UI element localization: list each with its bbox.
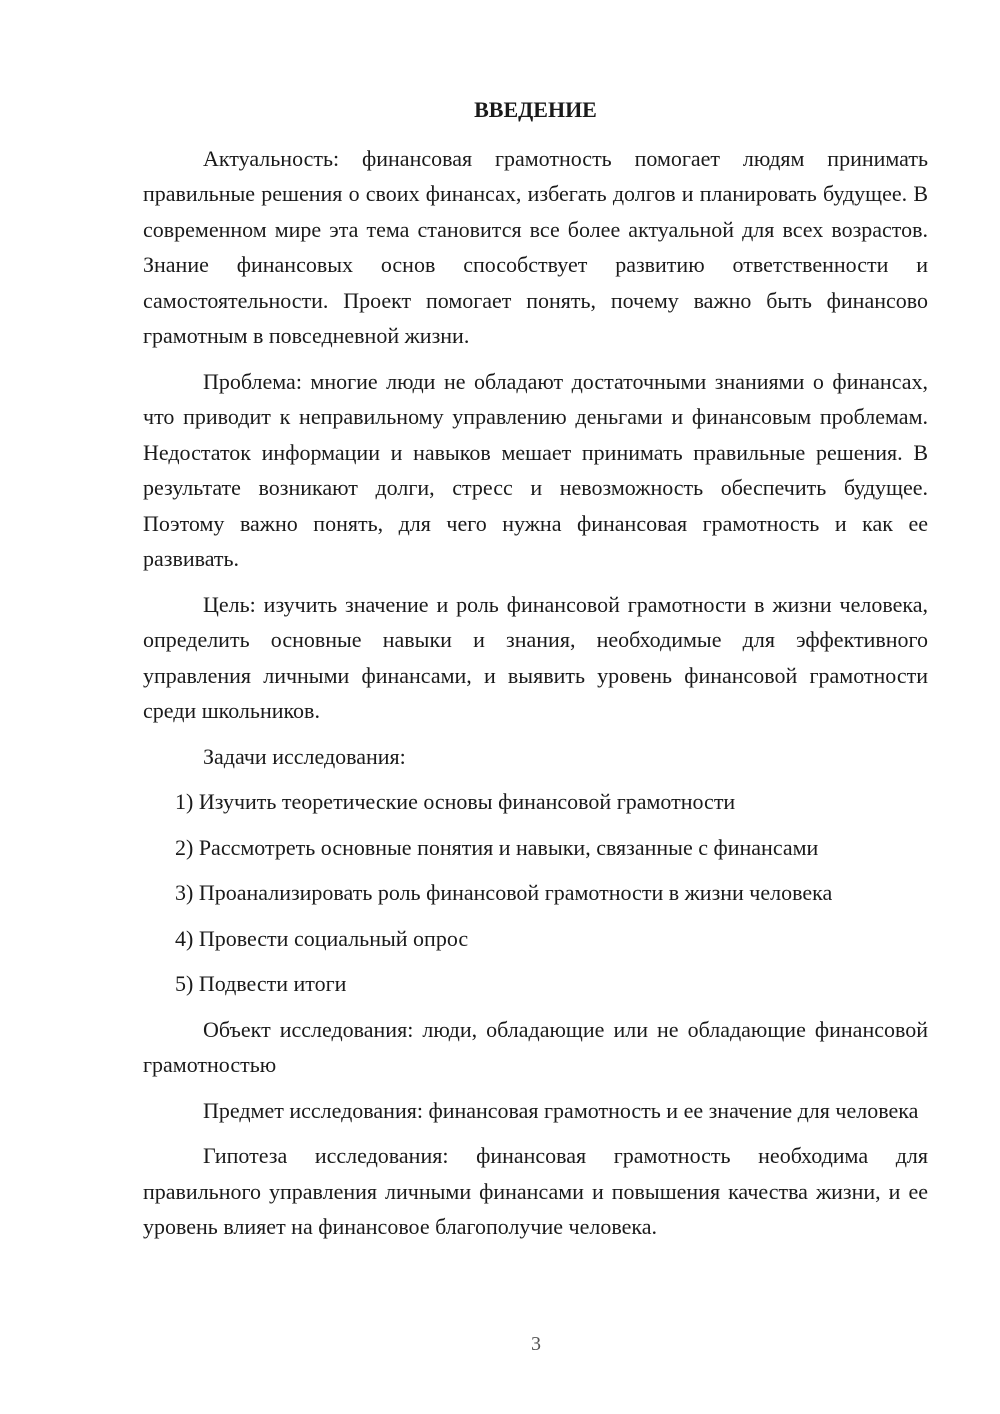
task-item: 3) Проанализировать роль финансовой грамотности в жизни человека bbox=[175, 880, 833, 905]
page-body bbox=[143, 92, 928, 1255]
task-item: 1) Изучить теоретические основы финансовой грамотности bbox=[175, 789, 736, 814]
problem-paragraph: Проблема: многие люди не обладают достаточными знаниями о финансах, что приводит к неправильному управлению деньгами и финансовым проблемам. Недостаток информации и навыков мешает принимать правильные решения. В результате возникают долги, стресс и невозможность обеспечить будущее. Поэтому важно понять, для чего нужна финансовая грамотность и как ее развивать. bbox=[143, 368, 928, 571]
section-title: ВВЕДЕНИЕ bbox=[474, 97, 597, 122]
hypothesis-paragraph: Гипотеза исследования: финансовая грамотность необходима для правильного управления личными финансами и повышения качества жизни, и ее уровень влияет на финансовое благополучие человека. bbox=[143, 1143, 928, 1239]
task-item: 4) Провести социальный опрос bbox=[175, 925, 469, 951]
object-paragraph: Объект исследования: люди, обладающие или не обладающие финансовой грамотностью bbox=[143, 1016, 928, 1077]
tasks-heading: Задачи исследования: bbox=[203, 743, 406, 769]
goal-paragraph: Цель: изучить значение и роль финансовой грамотности в жизни человека, определить основные навыки и знания, необходимые для эффективного управления личными финансами, и выявить уровень финансовой грамотности среди школьников. bbox=[143, 591, 928, 723]
task-list bbox=[143, 784, 928, 1002]
task-item: 5) Подвести итоги bbox=[175, 971, 347, 996]
relevance-paragraph: Актуальность: финансовая грамотность помогает людям принимать правильные решения о своих финансах, избегать долгов и планировать будущее. В современном мире эта тема становится все более актуальной для всех возрастов. Знание финансовых основ способствует развитию ответственности и самостоятельности. Проект помогает понять, почему важно быть финансово грамотным в повседневной жизни. bbox=[143, 145, 928, 348]
task-item: 2) Рассмотреть основные понятия и навыки, связанные с финансами bbox=[175, 834, 819, 860]
page-number: 3 bbox=[531, 1333, 541, 1355]
subject-paragraph: Предмет исследования: финансовая грамотность и ее значение для человека bbox=[203, 1097, 919, 1123]
